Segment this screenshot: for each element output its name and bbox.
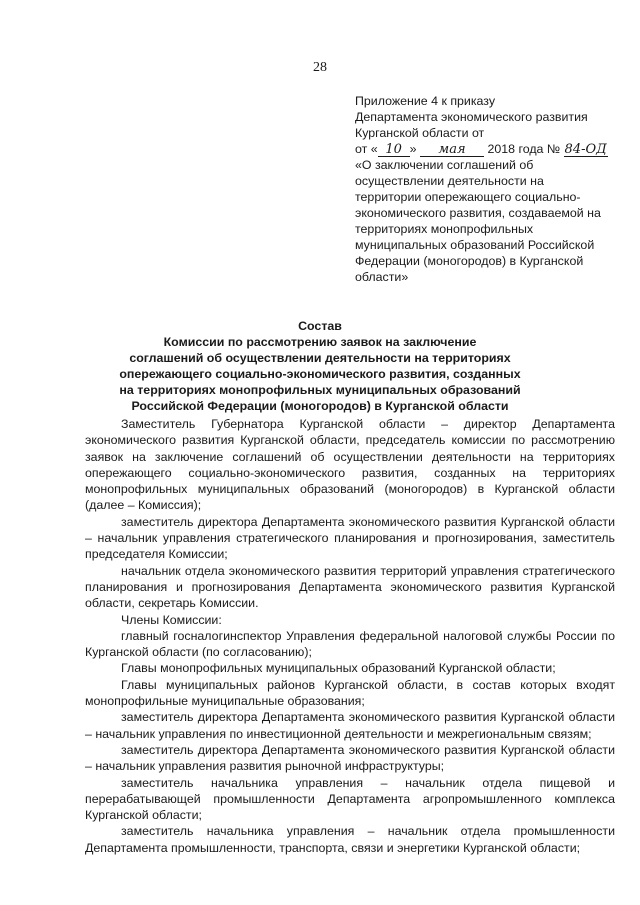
body-paragraph: Главы монопрофильных муниципальных образований Курганской области;	[121, 661, 556, 676]
body-paragraph: заместитель начальника управления – начальник отдела пищевой и перерабатывающей промышленности Департамента агропромышленного комплекса Курганской области;	[85, 775, 615, 823]
document-body	[85, 416, 615, 856]
appendix-line: Курганской области от	[355, 126, 485, 140]
appendix-line: Департамента экономического развития	[355, 110, 588, 124]
appendix-subject-line: территориях монопрофильных	[355, 222, 534, 236]
appendix-subject-line: территории опережающего социально-	[355, 190, 581, 204]
body-paragraph: заместитель директора Департамента экономического развития Курганской области – начальник управления стратегического планирования и прогнозирования, заместитель председателя Комиссии;	[85, 514, 615, 562]
appendix-subject-line: муниципальных образований Российской	[355, 238, 595, 252]
title-line: Комиссии по рассмотрению заявок на заключение	[163, 335, 477, 349]
body-paragraph: Члены Комиссии:	[121, 612, 222, 627]
body-paragraph: Заместитель Губернатора Курганской области – директор Департамента экономического развития Курганской области, председатель комиссии по рассмотрению заявок на заключение соглашений об осуществлении деятельности на территориях опережающего социально-экономического развития, созданных на территориях монопрофильных муниципальных образований (моногородов) в Курганской области (далее – Комиссия);	[85, 417, 615, 513]
order-number-handwritten: 84-ОД	[564, 142, 607, 157]
title-line: Российской Федерации (моногородов) в Курганской области	[131, 399, 509, 413]
body-paragraph: главный госналогинспектор Управления федеральной налоговой службы России по Курганской области (по согласованию);	[85, 628, 615, 660]
document-title	[60, 318, 580, 414]
body-paragraph: начальник отдела экономического развития территорий управления стратегического планирования и прогнозирования Департамента экономического развития Курганской области, секретарь Комиссии.	[85, 563, 615, 611]
body-paragraph: Главы муниципальных районов Курганской области, в состав которых входят монопрофильные муниципальные образования;	[85, 677, 615, 709]
title-heading: Состав	[298, 319, 342, 333]
date-year: 2018 года №	[487, 142, 561, 156]
title-line: соглашений об осуществлении деятельности на территориях	[129, 351, 511, 365]
appendix-subject-line: осуществлении деятельности на	[355, 174, 544, 188]
appendix-line: Приложение 4 к приказу	[355, 94, 496, 108]
appendix-subject-line: Федерации (моногородов) в Курганской	[355, 254, 584, 268]
date-day-handwritten: 10	[378, 144, 410, 157]
appendix-block	[355, 93, 620, 285]
title-line: опережающего социально-экономического развития, созданных	[119, 367, 521, 381]
appendix-subject-line: экономического развития, создаваемой на	[355, 206, 601, 220]
appendix-date-line	[355, 141, 620, 157]
appendix-subject-line: «О заключении соглашений об	[355, 158, 534, 172]
body-paragraph: заместитель директора Департамента экономического развития Курганской области – начальник управления развития рыночной инфраструктуры;	[85, 742, 615, 774]
page-number: 28	[313, 60, 327, 75]
date-month-handwritten: мая	[420, 144, 484, 157]
title-line: на территориях монопрофильных муниципальных образований	[119, 383, 521, 397]
body-paragraph: заместитель начальника управления – начальник отдела промышленности Департамента промышленности, транспорта, связи и энергетики Курганской области;	[85, 824, 615, 855]
appendix-subject-line: области»	[355, 270, 409, 284]
body-paragraph: заместитель директора Департамента экономического развития Курганской области – начальник управления по инвестиционной деятельности и межрегиональным связям;	[85, 710, 615, 741]
date-mid: »	[409, 142, 417, 156]
date-prefix: от «	[355, 142, 378, 156]
